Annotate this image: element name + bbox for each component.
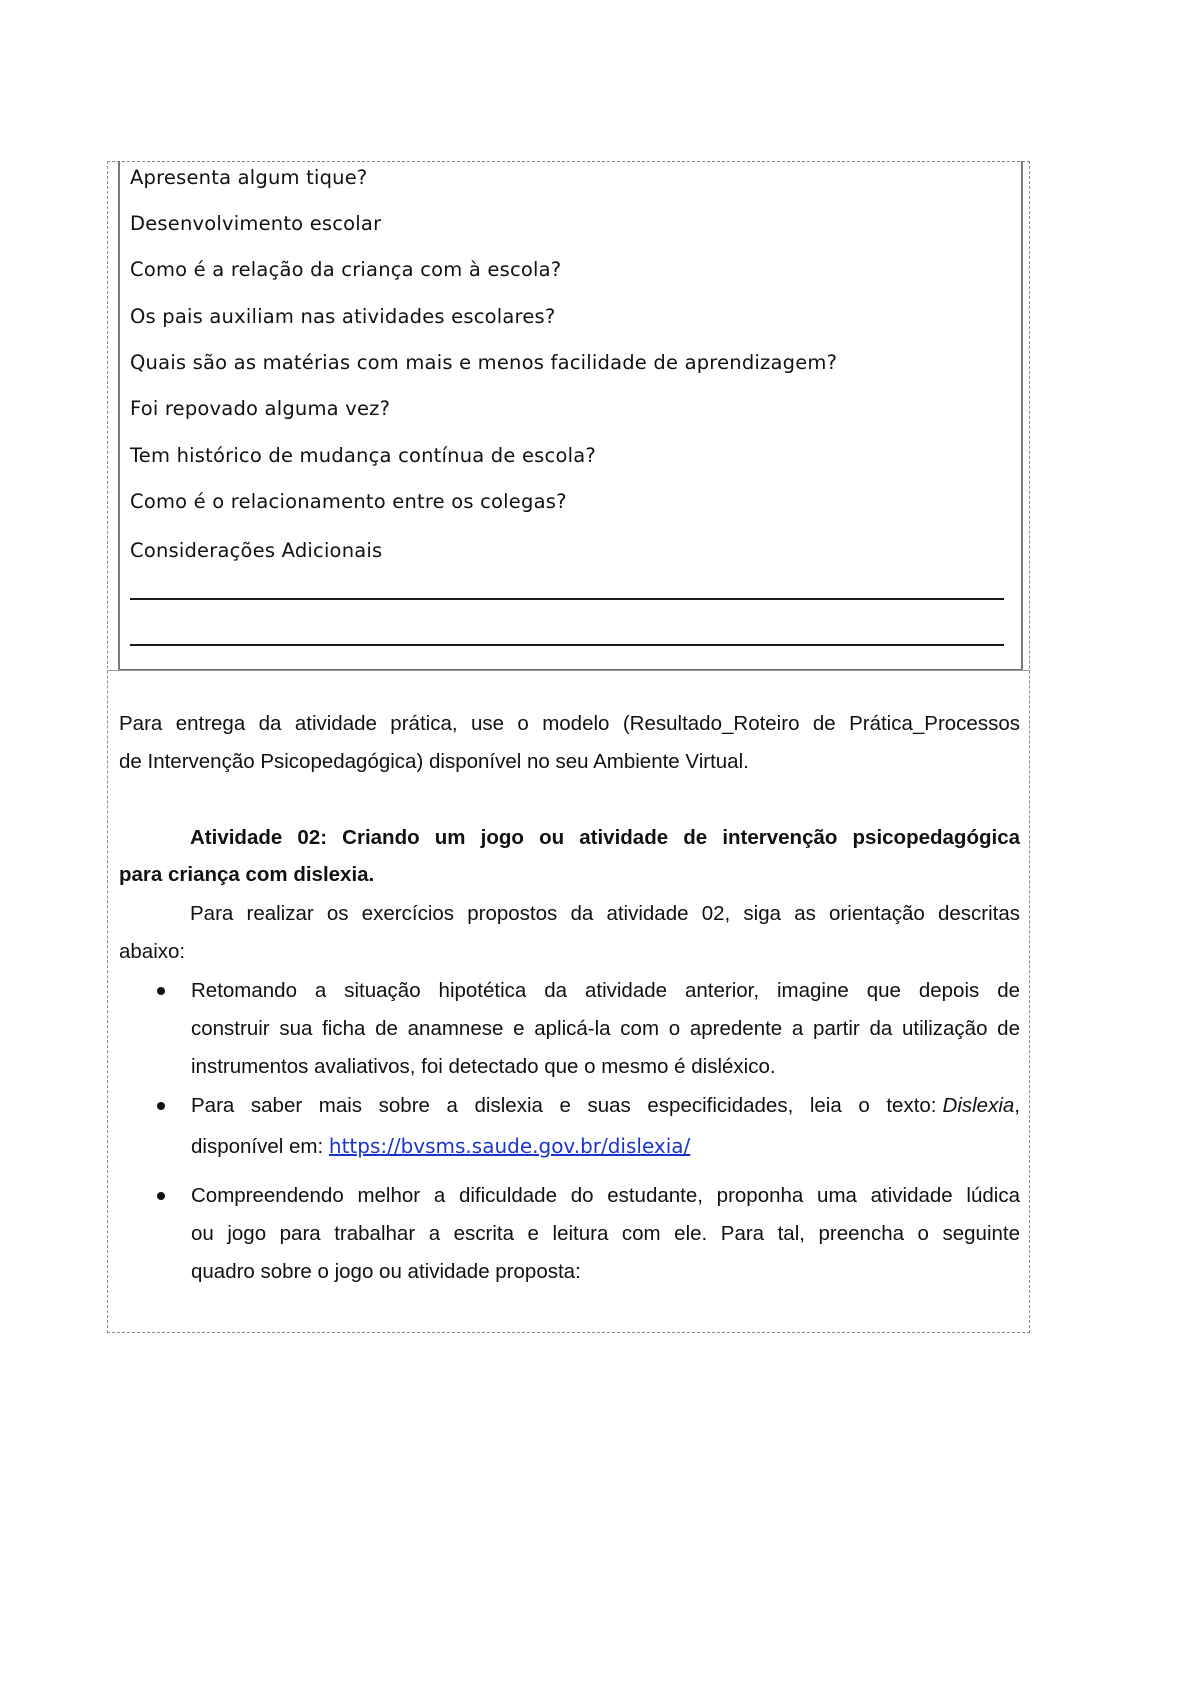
activity-title-cont: para criança com dislexia. (119, 863, 375, 886)
bullet-text: Retomando a situação hipotética da atividade anterior, imagine que depois de (191, 979, 1020, 1002)
question-item: Quais são as matérias com mais e menos facilidade de aprendizagem? (130, 351, 838, 374)
activity-intro: Para realizar os exercícios propostos da atividade 02, siga as orientação descritas (190, 902, 1020, 925)
bullet-text-end (943, 1094, 1020, 1118)
dislexia-link[interactable]: https://bvsms.saude.gov.br/dislexia/ (328, 1134, 691, 1158)
bullet-text (191, 1094, 1020, 1118)
bullet-text-prefix: Para saber mais sobre a dislexia e suas especificidades, leia o texto: (191, 1094, 937, 1117)
bullet-icon (157, 1192, 165, 1200)
answer-line[interactable] (130, 598, 1004, 600)
comma: , (1014, 1094, 1020, 1117)
table-divider (107, 670, 1030, 671)
bullet-text: Compreendendo melhor a dificuldade do estudante, proponha uma atividade lúdica (191, 1184, 1020, 1207)
activity-title: Atividade 02: Criando um jogo ou atividade de intervenção psicopedagógica (190, 826, 1020, 849)
question-item: Os pais auxiliam nas atividades escolares? (130, 305, 556, 328)
delivery-instructions-line: Para entrega da atividade prática, use o modelo (Resultado_Roteiro de Prática_Processos (119, 712, 1020, 735)
bullet-text: instrumentos avaliativos, foi detectado que o mesmo é disléxico. (191, 1055, 776, 1078)
bullet-text: quadro sobre o jogo ou atividade proposta: (191, 1260, 581, 1283)
additional-considerations-label: Considerações Adicionais (130, 539, 383, 562)
bullet-icon (157, 987, 165, 995)
section-heading: Desenvolvimento escolar (130, 212, 382, 235)
available-at-label: disponível em: (191, 1135, 324, 1158)
bullet-text: construir sua ficha de anamnese e aplicá-la com o apredente a partir da utilização de (191, 1017, 1020, 1040)
question-item: Foi repovado alguma vez? (130, 397, 391, 420)
bullet-text (191, 1134, 690, 1159)
question-item: Como é a relação da criança com à escola? (130, 258, 562, 281)
question-item: Tem histórico de mudança contínua de escola? (130, 444, 596, 467)
question-item: Apresenta algum tique? (130, 166, 368, 189)
answer-line[interactable] (130, 644, 1004, 646)
delivery-instructions-line: de Intervenção Psicopedagógica) disponível no seu Ambiente Virtual. (119, 750, 749, 773)
source-title: Dislexia (942, 1094, 1015, 1117)
activity-intro-cont: abaixo: (119, 940, 186, 963)
question-item: Como é o relacionamento entre os colegas? (130, 490, 567, 513)
bullet-icon (157, 1102, 165, 1110)
bullet-text: ou jogo para trabalhar a escrita e leitura com ele. Para tal, preencha o seguinte (191, 1222, 1020, 1245)
